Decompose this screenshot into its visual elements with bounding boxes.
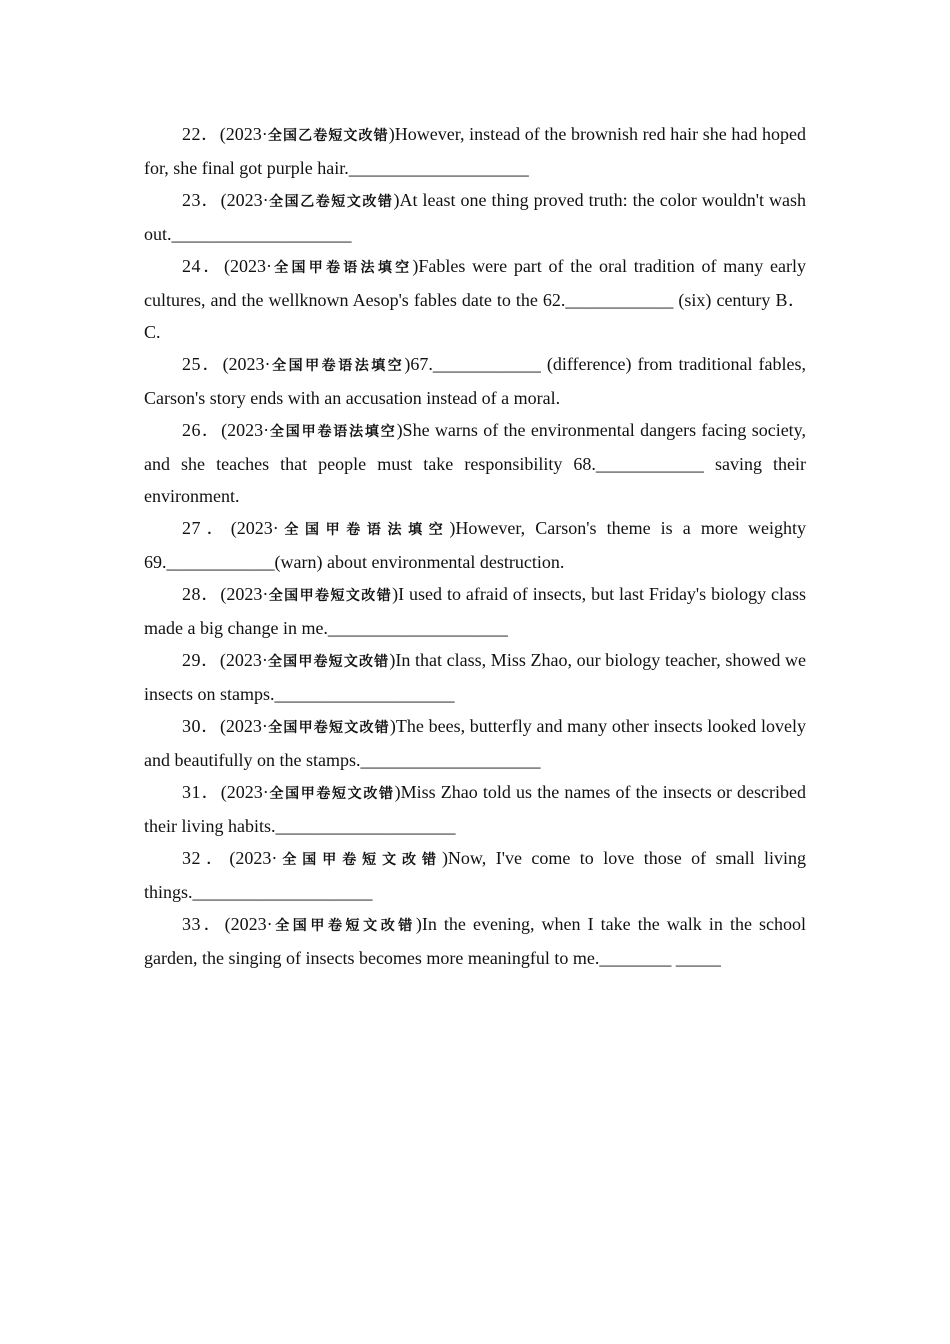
question-23 (144, 184, 806, 250)
question-source: 全国乙卷短文改错 (268, 194, 394, 210)
question-22 (144, 118, 806, 184)
question-29 (144, 644, 806, 710)
question-text: )However, instead of the brownish red hair she had hoped for, she final got purple hair.____________________ (144, 124, 807, 178)
question-number: 22． (182, 124, 220, 144)
question-text: )At least one thing proved truth: the color wouldn't wash out.____________________ (144, 190, 807, 244)
question-number: 29． (182, 650, 220, 670)
question-number: 27． (182, 518, 231, 538)
question-number: 32． (182, 848, 230, 868)
question-30 (144, 710, 806, 776)
question-year: (2023· (220, 782, 269, 802)
question-number: 24． (182, 256, 225, 276)
question-year: (2023· (221, 420, 270, 440)
question-source: 全国甲卷语法填空 (269, 424, 397, 440)
question-year: (2023· (220, 190, 269, 210)
question-source: 全国甲卷短文改错 (277, 852, 442, 868)
question-text: )Fables were part of the oral tradition of many early cultures, and the wellknown Aesop's fables date to the 62.____________ (six) century B．C. (144, 256, 807, 342)
question-year: (2023· (220, 584, 269, 604)
question-27 (144, 512, 806, 578)
question-number: 23． (182, 190, 221, 210)
question-text: )However, Carson's theme is a more weighty 69.____________(warn) about environmental destruction. (144, 518, 807, 572)
question-text: )In that class, Miss Zhao, our biology teacher, showed we insects on stamps.____________________ (144, 650, 807, 704)
question-32 (144, 842, 806, 908)
question-source: 全国甲卷短文改错 (267, 654, 390, 670)
question-year: (2023· (219, 716, 268, 736)
question-number: 26． (182, 420, 222, 440)
question-number: 31． (182, 782, 221, 802)
question-28 (144, 578, 806, 644)
question-source: 全国乙卷短文改错 (267, 128, 389, 144)
question-33 (144, 908, 806, 974)
question-text: )67.____________ (difference) from traditional fables, Carson's story ends with an accusation instead of a moral. (144, 354, 807, 408)
question-year: (2023· (224, 914, 273, 934)
question-year: (2023· (224, 256, 273, 276)
question-year: (2023· (219, 124, 268, 144)
question-number: 28． (182, 584, 221, 604)
question-text: )In the evening, when I take the walk in the school garden, the singing of insects becomes more meaningful to me.________ _____ (144, 914, 807, 968)
question-26 (144, 414, 806, 512)
question-year: (2023· (222, 354, 271, 374)
question-source: 全国甲卷短文改错 (267, 720, 390, 736)
question-number: 30． (182, 716, 220, 736)
question-source: 全国甲卷语法填空 (272, 260, 413, 276)
question-source: 全国甲卷短文改错 (268, 786, 395, 802)
question-text: )Miss Zhao told us the names of the insects or described their living habits.____________________ (144, 782, 807, 836)
question-source: 全国甲卷语法填空 (270, 358, 405, 374)
question-text: )Now, I've come to love those of small living things.____________________ (144, 848, 807, 902)
question-source: 全国甲卷短文改错 (272, 918, 416, 934)
question-31 (144, 776, 806, 842)
question-year: (2023· (219, 650, 268, 670)
question-source: 全国甲卷短文改错 (268, 588, 393, 604)
question-text: )She warns of the environmental dangers facing society, and she teaches that people must take responsibility 68.____________ saving their environment. (144, 420, 807, 506)
question-text: )The bees, butterfly and many other insects looked lovely and beautifully on the stamps.____________________ (144, 716, 806, 770)
question-year: (2023· (229, 848, 278, 868)
question-text: )I used to afraid of insects, but last Friday's biology class made a big change in me.____________________ (144, 584, 807, 638)
question-year: (2023· (230, 518, 279, 538)
question-number: 25． (182, 354, 223, 374)
exercise-page (144, 118, 806, 974)
question-source: 全国甲卷语法填空 (278, 522, 450, 538)
question-24 (144, 250, 806, 348)
question-25 (144, 348, 806, 414)
question-number: 33． (182, 914, 225, 934)
